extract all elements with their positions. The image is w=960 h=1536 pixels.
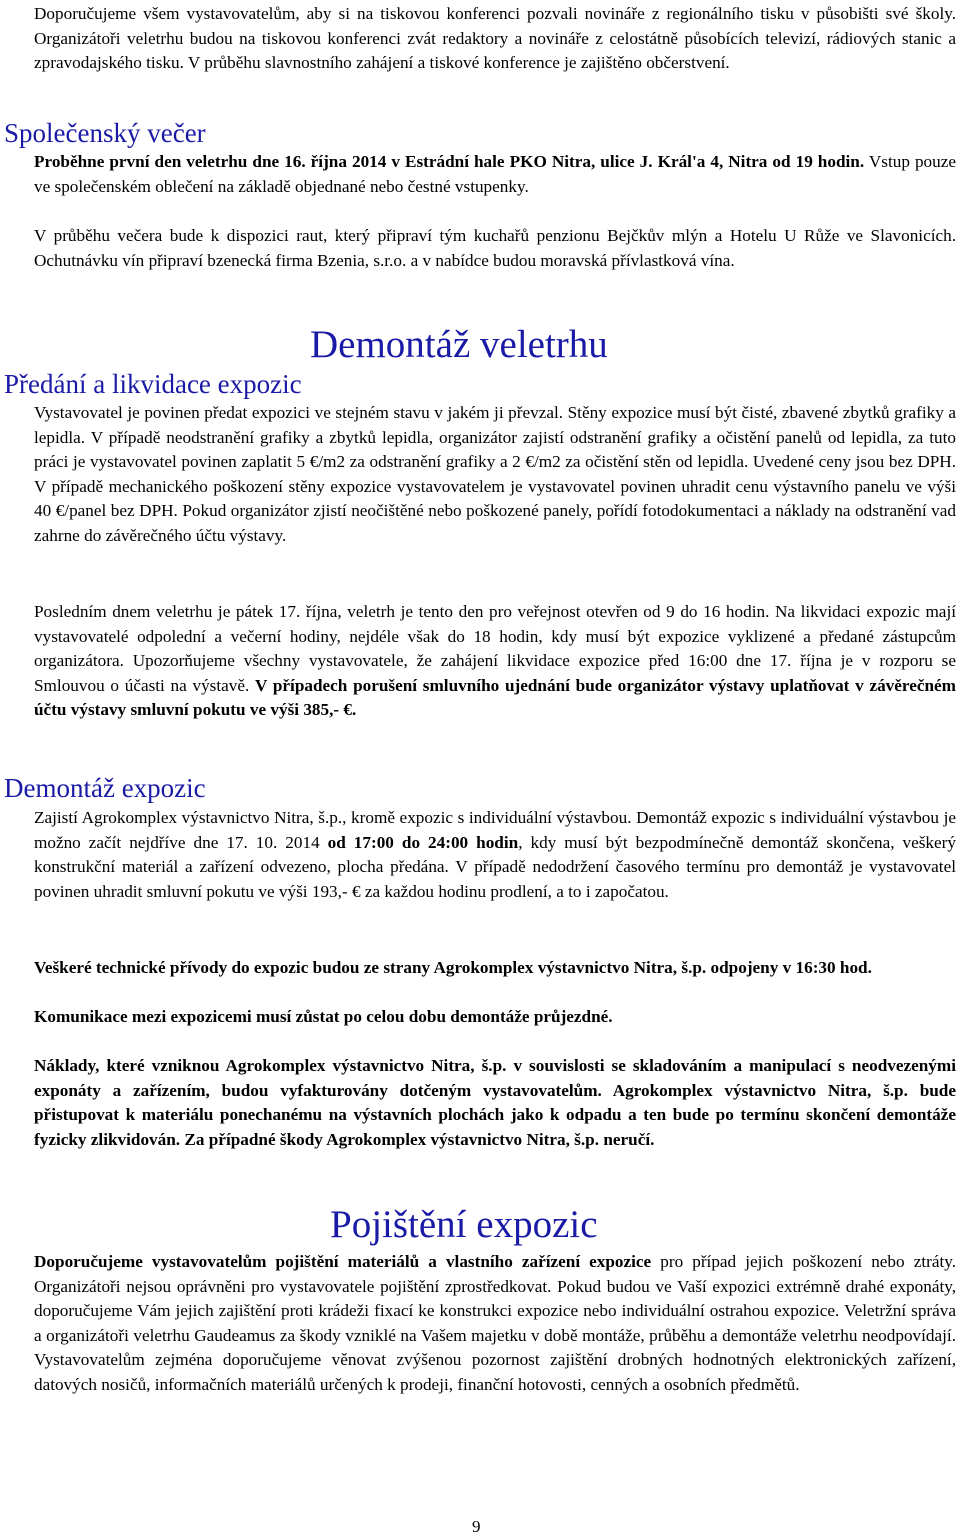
intro-block bbox=[34, 2, 956, 76]
pojisteni-rest-text: pro případ jejich poškození nebo ztráty. Organizátoři nejsou oprávněni pro vystavovatele pojištění zprostředkovat. Pokud budou ve Vaší expozici extrémně drahé exponáty, doporučujeme Vám jejich zajištění proti krádeži fixací ke konstrukci expozice nebo individuální ostrahou expozice. Veletržní správa a organizátoři veletrhu Gaudeamus za škody vzniklé na Vašem majetku v době montáže, průběhu a demontáže veletrhu neodpovídají. Vystavovatelům zejména doporučujeme věnovat zvýšenou pozornost zajištění drobných hodnotných elektronických zařízení, datových nosičů, informačních materiálů určených k prodeji, finanční hotovosti, cenných a osobních předmětů. bbox=[34, 1252, 956, 1394]
demontaz-expozic-block-4 bbox=[34, 1054, 956, 1152]
page-number: 9 bbox=[472, 1517, 481, 1536]
predani-para2-bold: V případech porušení smluvního ujednání bude organizátor výstavy uplatňovat v závěrečném účtu výstavy smluvní pokutu ve výši 385,- €. bbox=[34, 675, 956, 719]
pojisteni-block bbox=[34, 1250, 956, 1397]
predani-paragraph-1: Vystavovatel je povinen předat expozici ve stejném stavu v jakém ji převzal. Stěny expozice musí být čisté, zbavené zbytků grafiky a lepidla. V případě neodstranění grafiky a zbytků lepidla, organizátor zajistí odstranění grafiky a očistění panelů od lepidla, za tuto práci je vystavovatel povinen zaplatit 5 €/m2 za odstranění grafiky a 2 €/m2 za očistění stěn od lepidla. Uvedené ceny jsou bez DPH. V případě mechanického poškození stěny expozice vystavovatelem je vystavovatel povinen uhradit cenu výstavního panelu ve výši 40 €/panel bez DPH. Pokud organizátor zjistí neočištěné nebo poškozené panely, pořídí fotodokumentaci a náklady na odstranění vad zahrne do závěrečného účtu výstavy. bbox=[34, 403, 956, 545]
heading-spolecensky-vecer: Společenský večer bbox=[4, 118, 206, 148]
intro-paragraph: Doporučujeme všem vystavovatelům, aby si na tiskovou konferenci pozvali novináře z regionálního tisku v působišti své školy. Organizátoři veletrhu budou na tiskovou konferenci zvát redaktory a novináře z celostátně působících televizí, rádiových stanic a zpravodajského tisku. V průběhu slavnostního zahájení a tiskové konference je zajištěno občerstvení. bbox=[34, 4, 956, 72]
predani-block-1 bbox=[34, 401, 956, 548]
demontaz-expozic-paragraph-1 bbox=[34, 806, 956, 904]
predani-block-2 bbox=[34, 600, 956, 723]
pojisteni-paragraph bbox=[34, 1250, 956, 1397]
demontaz-expozic-block-1 bbox=[34, 806, 956, 904]
demontaz-expozic-block-2 bbox=[34, 956, 956, 981]
demontaz-expozic-para1-a: Zajistí Agrokomplex výstavnictvo Nitra, š.p., kromě expozic s individuální výstavbou. Demontáž expozic s individuální výstavbou je možno začít nejdříve dne 17. 10. 2014 bbox=[34, 808, 956, 852]
spolecensky-block bbox=[34, 150, 956, 199]
heading-predani-likvidace: Předání a likvidace expozic bbox=[4, 369, 302, 399]
heading-demontaz-veletrhu: Demontáž veletrhu bbox=[310, 323, 608, 366]
predani-para2-normal: Posledním dnem veletrhu je pátek 17. října, veletrh je tento den pro veřejnost otevřen od 9 do 16 hodin. Na likvidaci expozic mají vystavovatelé odpolední a večerní hodiny, nejdéle však do 18 hodin, kdy musí být expozice vyklizené a předané zástupcům organizátora. Upozorňujeme všechny vystavovatele, že zahájení likvidace expozice před 16:00 dne 17. října je v rozporu se Smlouvou o účasti na výstavě. bbox=[34, 602, 956, 695]
demontaz-expozic-block-3 bbox=[34, 1005, 956, 1030]
demontaz-expozic-para1-b: , kdy musí být bezpodmínečně demontáž skončena, veškerý konstrukční materiál a zařízení odvezeno, plocha předána. V případě nedodržení časového termínu pro demontáž je vystavovatel povinen uhradit smluvní pokutu ve výši 193,- € za každou hodinu prodlení, a to i započatou. bbox=[34, 832, 956, 901]
spolecensky-rest-text: Vstup pouze ve společenském oblečení na základě objednané nebo čestné vstupenky. bbox=[34, 152, 956, 196]
heading-pojisteni-expozic: Pojištění expozic bbox=[330, 1203, 598, 1246]
spolecensky-paragraph-1 bbox=[34, 150, 956, 199]
predani-paragraph-2 bbox=[34, 600, 956, 723]
pojisteni-bold-text: Doporučujeme vystavovatelům pojištění materiálů a vlastního zařízení expozice bbox=[34, 1252, 652, 1271]
spolecensky-paragraph-2: V průběhu večera bude k dispozici raut, který připraví tým kuchařů penzionu Bejčkův mlýn a Hotelu U Růže ve Slavonicích. Ochutnávku vín připraví bzenecká firma Bzenia, s.r.o. a v nabídce budou moravská přívlastková vína. bbox=[34, 226, 956, 270]
spolecensky-block-2 bbox=[34, 224, 956, 273]
technicke-privody-paragraph: Veškeré technické přívody do expozic budou ze strany Agrokomplex výstavnictvo Nitra, š.p. odpojeny v 16:30 hod. bbox=[34, 958, 872, 977]
komunikace-paragraph: Komunikace mezi expozicemi musí zůstat po celou dobu demontáže průjezdné. bbox=[34, 1007, 613, 1026]
demontaz-expozic-para1-bold: od 17:00 do 24:00 hodin bbox=[327, 832, 519, 852]
naklady-paragraph: Náklady, které vzniknou Agrokomplex výstavnictvo Nitra, š.p. v souvislosti se skladováním a manipulací s neodvezenými exponáty a zařízením, budou vyfakturovány dotčeným vystavovatelům. Agrokomplex výstavnictvo Nitra, š.p. bude přistupovat k materiálu ponechanému na výstavních plochách jako k odpadu a ten bude po termínu skončení demontáže fyzicky zlikvidován. Za případné škody Agrokomplex výstavnictvo Nitra, š.p. neručí. bbox=[34, 1056, 956, 1149]
heading-demontaz-expozic: Demontáž expozic bbox=[4, 773, 206, 803]
spolecensky-bold-text: Proběhne první den veletrhu dne 16. října 2014 v Estrádní hale PKO Nitra, ulice J. Král'a 4, Nitra od 19 hodin. bbox=[34, 152, 865, 171]
